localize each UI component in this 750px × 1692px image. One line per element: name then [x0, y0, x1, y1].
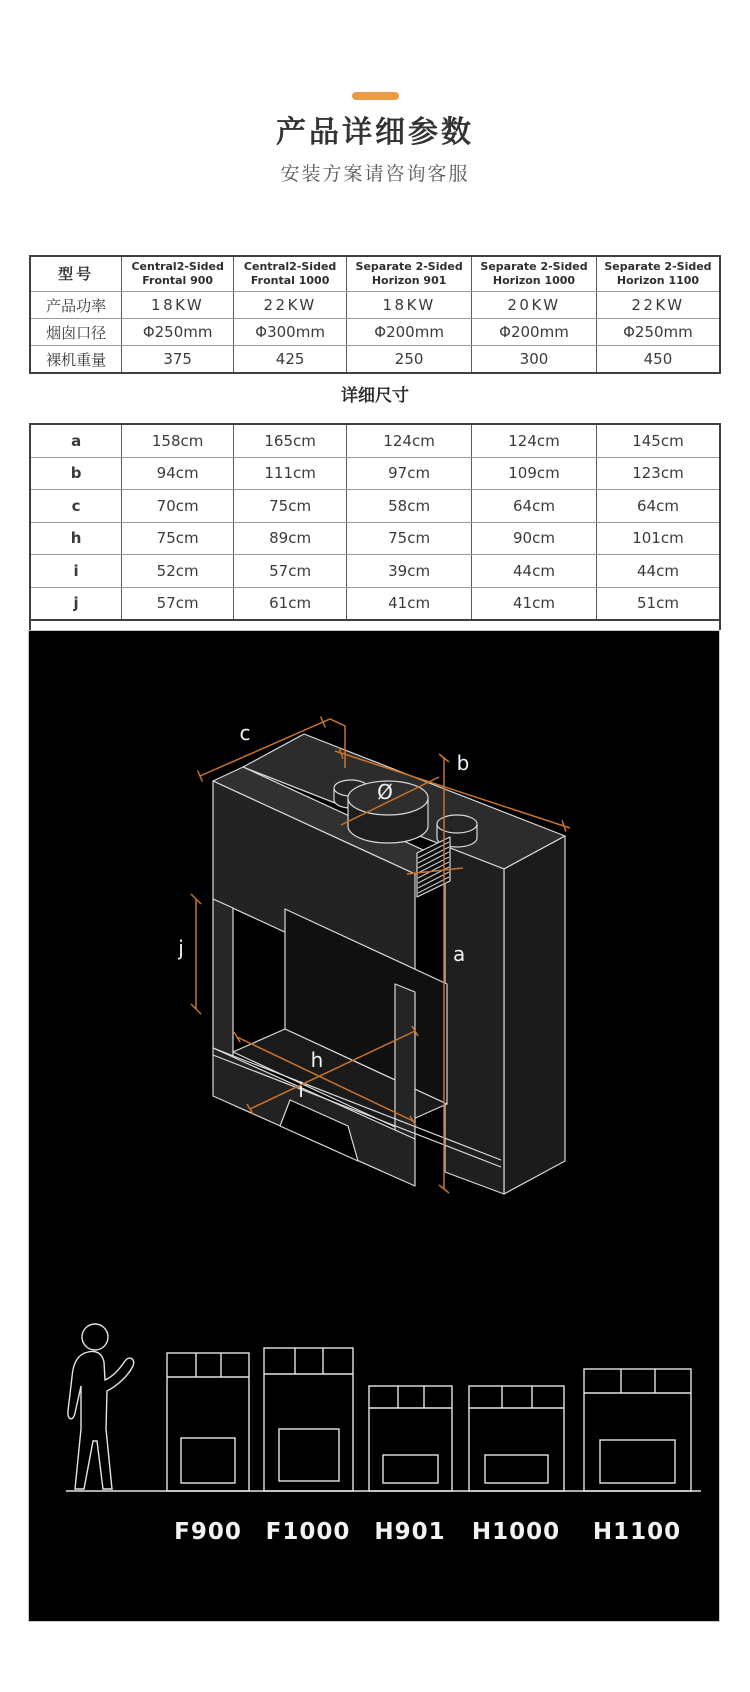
model-name-line2: Frontal 900	[142, 274, 214, 287]
dim-label-j: j	[178, 936, 184, 960]
dim-value-i-2: 39cm	[347, 555, 472, 588]
model-label-f900: F900	[174, 1519, 242, 1545]
dim-value-i-0: 52cm	[122, 555, 234, 588]
spec-value-1-0: Φ250mm	[122, 319, 234, 346]
dim-value-i-4: 44cm	[596, 555, 720, 588]
dims-table	[29, 423, 721, 621]
dim-label-c: c	[239, 721, 251, 745]
page-title: 产品详细参数	[276, 115, 474, 150]
dim-value-h-0: 75cm	[122, 522, 234, 555]
dim-value-b-3: 109cm	[472, 457, 597, 490]
fireplace-outline-h901	[369, 1386, 452, 1491]
dim-value-j-4: 51cm	[596, 587, 720, 620]
dim-row-label: c	[30, 490, 122, 523]
spec-value-0-3: 20KW	[472, 292, 597, 319]
dim-label-i: i	[298, 1078, 304, 1102]
spec-header-row	[30, 256, 720, 292]
dim-label-diameter: Ø	[377, 780, 393, 804]
spec-value-1-4: Φ250mm	[596, 319, 720, 346]
dim-value-i-1: 57cm	[234, 555, 347, 588]
spec-row-1	[30, 319, 720, 346]
model-name-line1: Central2-Sided	[243, 260, 337, 274]
dim-value-c-3: 64cm	[472, 490, 597, 523]
dim-row-b	[30, 457, 720, 490]
dim-value-h-1: 89cm	[234, 522, 347, 555]
dim-row-label: j	[30, 587, 122, 620]
dim-value-j-3: 41cm	[472, 587, 597, 620]
spec-value-2-4: 450	[596, 346, 720, 374]
size-comparison-illustration	[29, 1289, 721, 1589]
dim-value-b-4: 123cm	[596, 457, 720, 490]
accent-dash	[352, 92, 399, 100]
model-header-0	[122, 256, 234, 292]
dim-row-i	[30, 555, 720, 588]
dim-value-h-2: 75cm	[347, 522, 472, 555]
model-name-line1: Separate 2-Sided	[604, 260, 712, 274]
dim-value-a-1: 165cm	[234, 424, 347, 457]
spec-table	[29, 255, 721, 374]
model-header-4	[596, 256, 720, 292]
dim-value-a-4: 145cm	[596, 424, 720, 457]
dim-row-label: b	[30, 457, 122, 490]
table-bottom-strip	[29, 618, 721, 630]
spec-value-2-1: 425	[234, 346, 347, 374]
model-name-line1: Separate 2-Sided	[480, 260, 588, 274]
spec-value-1-2: Φ200mm	[347, 319, 472, 346]
model-name-line2: Horizon 901	[371, 274, 447, 287]
fireplace-outline-f1000	[264, 1348, 353, 1491]
model-name-line1: Central2-Sided	[131, 260, 224, 274]
dims-table-body	[30, 424, 720, 620]
dim-value-j-0: 57cm	[122, 587, 234, 620]
fireplace-outline-h1100	[584, 1369, 691, 1491]
model-label-h1100: H1100	[592, 1519, 682, 1545]
model-header-3	[472, 256, 597, 292]
page-subtitle: 安装方案请咨询客服	[280, 163, 470, 185]
model-header-2	[347, 256, 472, 292]
dim-value-h-4: 101cm	[596, 522, 720, 555]
spec-value-0-2: 18KW	[347, 292, 472, 319]
model-label-h901: H901	[374, 1519, 446, 1545]
spec-row-label: 裸机重量	[30, 346, 122, 374]
model-name-line2: Horizon 1000	[492, 274, 576, 287]
dark-illustration-panel	[28, 630, 720, 1622]
dims-section-title: 详细尺寸	[341, 386, 409, 406]
model-name-line2: Frontal 1000	[250, 274, 330, 287]
dim-value-c-2: 58cm	[347, 490, 472, 523]
spec-row-label: 烟囱口径	[30, 319, 122, 346]
dim-value-a-3: 124cm	[472, 424, 597, 457]
spec-value-2-2: 250	[347, 346, 472, 374]
fireplace-outline-f900	[167, 1353, 249, 1491]
dim-value-j-2: 41cm	[347, 587, 472, 620]
spec-value-2-0: 375	[122, 346, 234, 374]
dim-row-h	[30, 522, 720, 555]
dim-value-c-4: 64cm	[596, 490, 720, 523]
spec-value-0-4: 22KW	[596, 292, 720, 319]
spec-row-label: 产品功率	[30, 292, 122, 319]
dim-row-a	[30, 424, 720, 457]
dim-label-h: h	[310, 1048, 324, 1072]
dim-value-b-1: 111cm	[234, 457, 347, 490]
firebox-left-pillar	[213, 899, 233, 1056]
dim-value-c-0: 70cm	[122, 490, 234, 523]
dim-value-a-0: 158cm	[122, 424, 234, 457]
dim-row-label: a	[30, 424, 122, 457]
fireplace-dimension-diagram	[145, 641, 605, 1201]
spec-table-body	[30, 256, 720, 373]
dim-row-label: i	[30, 555, 122, 588]
dim-value-c-1: 75cm	[234, 490, 347, 523]
dim-value-a-2: 124cm	[347, 424, 472, 457]
dim-value-j-1: 61cm	[234, 587, 347, 620]
spec-value-1-1: Φ300mm	[234, 319, 347, 346]
fireplace-outline-h1000	[469, 1386, 564, 1491]
spec-row-0	[30, 292, 720, 319]
person-outline-icon	[68, 1324, 134, 1489]
dim-row-label: h	[30, 522, 122, 555]
dim-label-a: a	[453, 942, 466, 966]
spec-value-2-3: 300	[472, 346, 597, 374]
dim-value-i-3: 44cm	[472, 555, 597, 588]
spec-value-0-0: 18KW	[122, 292, 234, 319]
fireplace-right-face	[504, 836, 565, 1194]
dim-value-b-2: 97cm	[347, 457, 472, 490]
model-label-h1000: H1000	[471, 1519, 561, 1545]
dim-value-h-3: 90cm	[472, 522, 597, 555]
model-label-f1000: F1000	[265, 1519, 351, 1545]
spec-value-0-1: 22KW	[234, 292, 347, 319]
dim-row-c	[30, 490, 720, 523]
model-name-line1: Separate 2-Sided	[355, 260, 463, 274]
model-name-line2: Horizon 1100	[616, 274, 700, 287]
spec-value-1-3: Φ200mm	[472, 319, 597, 346]
dim-value-b-0: 94cm	[122, 457, 234, 490]
firebox-right-pillar	[395, 984, 415, 1139]
dim-label-b: b	[456, 751, 470, 775]
model-column-header: 型号	[30, 256, 122, 292]
dim-row-j	[30, 587, 720, 620]
model-header-1	[234, 256, 347, 292]
